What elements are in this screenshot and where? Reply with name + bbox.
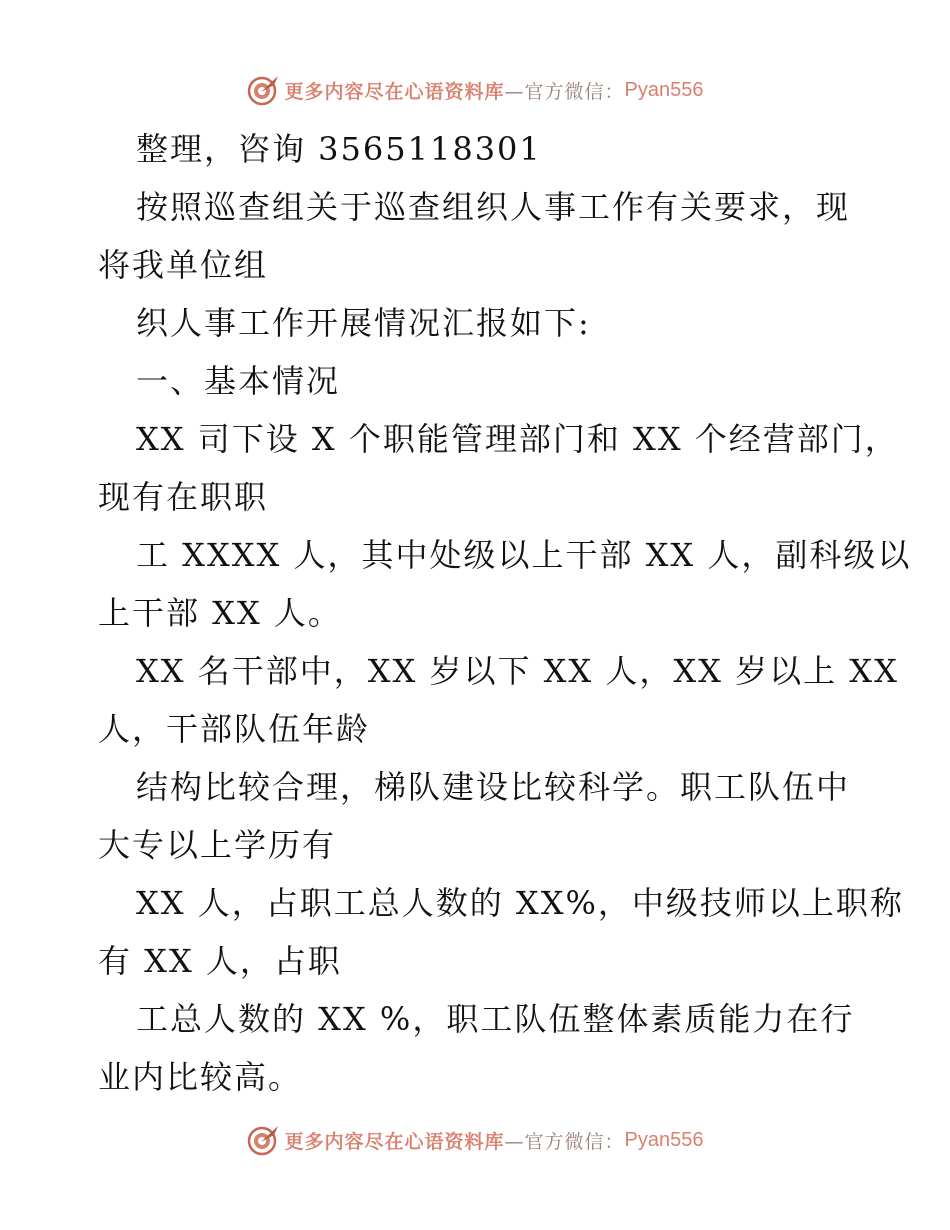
footer-banner [0,1122,950,1158]
paragraph-line: XX 司下设 X 个职能管理部门和 XX 个经营部门， [136,420,899,458]
paragraph-line: 现有在职职 [98,478,269,516]
paragraph-line: 将我单位组 [98,246,269,284]
paragraph-line: 有 XX 人，占职 [98,942,342,980]
banner-title: 更多内容尽在心语资料库 [284,80,505,103]
banner-title: 更多内容尽在心语资料库 [284,1130,505,1153]
paragraph-line: 大专以上学历有 [98,826,337,864]
document-body [98,120,912,1106]
paragraph-line: 人，干部队伍年龄 [98,710,371,748]
paragraph-line: 织人事工作开展情况汇报如下: [136,304,591,342]
paragraph-line: 工 XXXX 人，其中处级以上干部 XX 人，副科级以 [136,536,912,574]
banner-wechat-label: —官方微信： [504,80,625,103]
section-heading: 一、基本情况 [136,362,341,400]
paragraph-line: 按照巡查组关于巡查组织人事工作有关要求，现 [136,188,851,226]
banner-wechat-id: Pyan556 [624,1128,704,1151]
paragraph-line: 上干部 XX 人。 [98,594,342,632]
paragraph-line: 结构比较合理，梯队建设比较科学。职工队伍中 [136,768,851,806]
paragraph-line: XX 人，占职工总人数的 XX%，中级技师以上职称 [136,884,904,922]
paragraph-line: 整理，咨询 3565118301 [136,130,542,168]
quill-logo-icon [247,1123,281,1157]
paragraph-line: 业内比较高。 [98,1058,303,1096]
paragraph-line: XX 名干部中，XX 岁以下 XX 人，XX 岁以上 XX [136,652,899,690]
banner-wechat-label: —官方微信： [504,1130,625,1153]
quill-logo-icon [247,73,281,107]
header-banner [0,72,950,108]
banner-wechat-id: Pyan556 [624,78,704,101]
paragraph-line: 工总人数的 XX %，职工队伍整体素质能力在行 [136,1000,855,1038]
